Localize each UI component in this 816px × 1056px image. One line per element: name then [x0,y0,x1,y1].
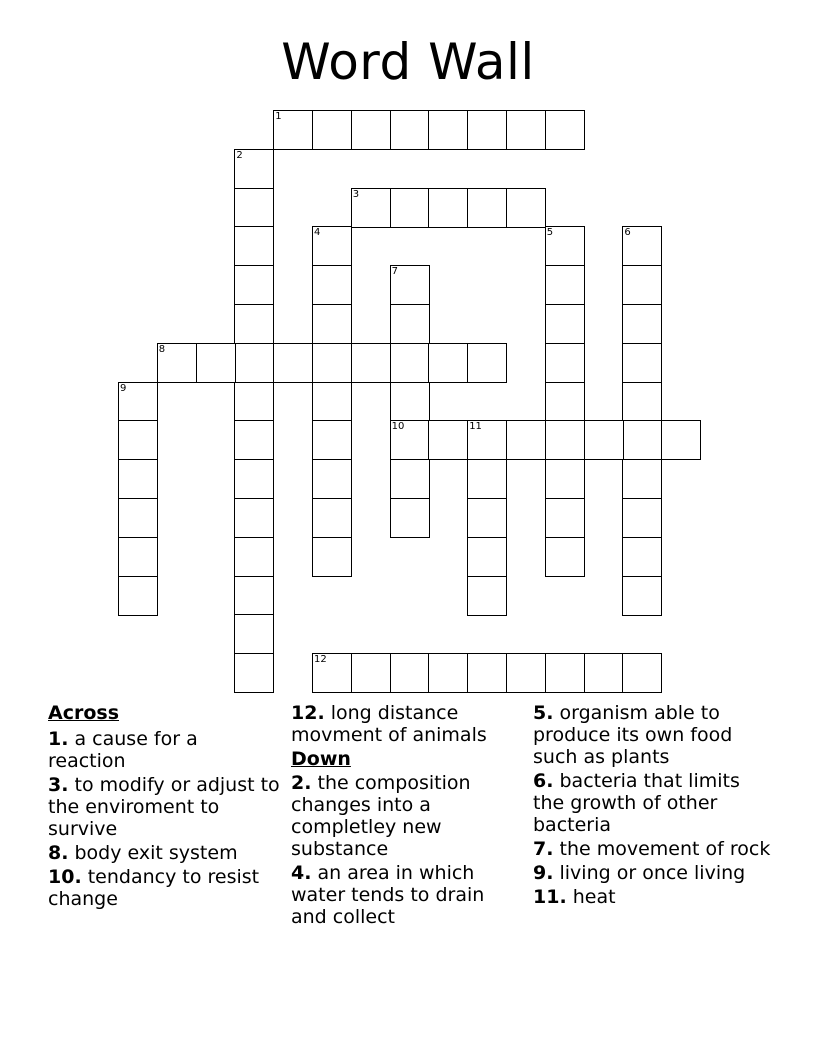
grid-cell[interactable] [545,459,585,499]
grid-cell[interactable] [234,188,274,228]
grid-cell[interactable] [312,343,352,383]
clue-item [533,886,773,908]
clue-number-label: 2. [291,772,312,794]
grid-cell[interactable] [390,110,430,150]
grid-cell[interactable] [545,498,585,538]
grid-cell[interactable] [196,343,236,383]
grid-cell[interactable] [467,459,507,499]
grid-cell[interactable] [622,304,662,344]
clue-number: 3 [352,188,360,200]
grid-cell[interactable] [390,304,430,344]
clue-item [48,866,280,910]
clue-number-label: 6. [533,770,554,792]
grid-cell[interactable] [312,304,352,344]
across-header: Across [48,702,120,724]
clue-text: the composition changes into a completley new substance [291,772,471,860]
clue-number-label: 10. [48,866,82,888]
grid-cell[interactable] [312,537,352,577]
grid-cell[interactable] [622,226,662,266]
grid-cell[interactable] [234,226,274,266]
grid-cell[interactable] [312,420,352,460]
grid-cell[interactable] [467,576,507,616]
grid-cell[interactable] [545,653,585,693]
clue-number: 2 [236,149,243,161]
grid-cell[interactable] [506,420,546,460]
grid-cell[interactable] [312,265,352,305]
clue-text: a cause for a reaction [48,728,198,772]
clue-number: 7 [391,266,398,278]
grid-cell[interactable] [234,304,274,344]
clue-item [533,862,773,884]
grid-cell[interactable] [545,420,585,460]
clue-number-label: 4. [291,862,312,884]
grid-cell[interactable] [234,265,274,305]
grid-cell[interactable] [273,343,313,383]
grid-cell[interactable] [545,537,585,577]
grid-cell[interactable] [622,265,662,305]
clue-item [533,702,773,768]
across-clue-list-continued [291,702,523,746]
grid-cell[interactable] [428,188,468,228]
grid-cell[interactable] [506,653,546,693]
clue-number-label: 9. [533,862,554,884]
down-clue-list-continued [533,702,773,908]
clue-item [291,772,523,860]
clue-number-label: 7. [533,838,554,860]
grid-cell[interactable] [390,498,430,538]
grid-cell[interactable] [545,382,585,422]
across-clue-list [48,728,280,910]
grid-cell[interactable] [118,459,158,499]
grid-cell[interactable] [584,653,624,693]
clue-number: 6 [624,227,631,239]
grid-cell[interactable] [467,653,507,693]
clue-number-label: 12. [291,702,325,724]
grid-cell[interactable] [234,498,274,538]
clue-item [291,702,523,746]
grid-cell[interactable] [661,420,701,460]
grid-cell[interactable] [312,382,352,422]
grid-cell[interactable] [506,188,546,228]
grid-cell[interactable] [467,537,507,577]
grid-cell[interactable] [390,420,430,460]
grid-cell[interactable] [506,110,546,150]
grid-cell[interactable] [118,576,158,616]
clue-number: 8 [158,343,166,355]
grid-cell[interactable] [234,653,274,693]
grid-cell[interactable] [312,226,352,266]
grid-cell[interactable] [118,382,158,422]
grid-cell[interactable] [545,226,585,266]
grid-cell[interactable] [234,343,274,383]
grid-cell[interactable] [234,537,274,577]
grid-cell[interactable] [428,343,468,383]
grid-cell[interactable] [545,304,585,344]
grid-cell[interactable] [390,188,430,228]
clue-number: 10 [391,421,405,433]
clue-item [533,770,773,836]
grid-cell[interactable] [351,343,391,383]
grid-cell[interactable] [622,498,662,538]
grid-cell[interactable] [118,420,158,460]
grid-cell[interactable] [622,459,662,499]
grid-cell[interactable] [157,343,197,383]
clue-text: the movement of rock [553,838,771,860]
page-title: Word Wall [281,33,535,91]
grid-cell[interactable] [467,188,507,228]
grid-cell[interactable] [622,343,662,383]
clue-number: 9 [120,382,127,394]
clue-number: 5 [546,227,554,239]
clue-number-label: 3. [48,774,69,796]
grid-cell[interactable] [390,343,430,383]
grid-cell[interactable] [312,459,352,499]
grid-cell[interactable] [234,614,274,654]
clue-item [48,774,280,840]
clue-item [48,842,280,864]
clue-text: organism able to produce its own food such as plants [533,702,733,768]
grid-cell[interactable] [351,188,391,228]
grid-cell[interactable] [390,459,430,499]
grid-cell[interactable] [622,653,662,693]
down-clue-list [291,772,523,928]
grid-cell[interactable] [584,420,624,460]
clue-number: 4 [314,227,321,239]
grid-cell[interactable] [390,265,430,305]
grid-cell[interactable] [622,576,662,616]
grid-cell[interactable] [390,382,430,422]
grid-cell[interactable] [312,110,352,150]
grid-cell[interactable] [622,420,662,460]
clue-number-label: 1. [48,728,69,750]
clue-text: heat [566,886,616,908]
grid-cell[interactable] [545,110,585,150]
clue-number-label: 8. [48,842,69,864]
clue-number-label: 11. [533,886,567,908]
grid-cell[interactable] [428,653,468,693]
grid-cell[interactable] [467,110,507,150]
grid-cell[interactable] [312,653,352,693]
grid-cell[interactable] [118,498,158,538]
down-header: Down [291,748,351,770]
grid-cell[interactable] [351,653,391,693]
clue-text: body exit system [68,842,238,864]
clue-text: long distance movment of animals [291,702,487,746]
grid-cell[interactable] [545,343,585,383]
grid-cell[interactable] [467,498,507,538]
grid-cell[interactable] [428,420,468,460]
grid-cell[interactable] [467,420,507,460]
grid-cell[interactable] [622,537,662,577]
grid-cell[interactable] [312,498,352,538]
clue-text: to modify or adjust to the enviroment to survive [48,774,280,840]
grid-cell[interactable] [428,110,468,150]
clue-text: bacteria that limits the growth of other bacteria [533,770,740,836]
grid-cell[interactable] [118,537,158,577]
clues-column-1 [48,702,280,912]
clue-text: tendancy to resist change [48,866,260,910]
clue-number-label: 5. [533,702,554,724]
clues-column-3 [533,702,773,910]
grid-cell[interactable] [234,459,274,499]
grid-cell[interactable] [467,343,507,383]
grid-cell[interactable] [234,382,274,422]
clue-text: an area in which water tends to drain and collect [291,862,485,928]
grid-cell[interactable] [234,420,274,460]
clues-column-2 [291,702,523,930]
grid-cell[interactable] [273,110,313,150]
clue-text: living or once living [553,862,746,884]
clue-item [291,862,523,928]
clue-item [48,728,280,772]
grid-cell[interactable] [234,149,274,189]
grid-cell[interactable] [234,576,274,616]
clue-number: 12 [314,654,327,666]
grid-cell[interactable] [545,265,585,305]
clue-item [533,838,773,860]
clue-number: 11 [469,421,482,433]
grid-cell[interactable] [351,110,391,150]
clue-number: 1 [275,111,282,122]
grid-cell[interactable] [622,382,662,422]
grid-cell[interactable] [390,653,430,693]
